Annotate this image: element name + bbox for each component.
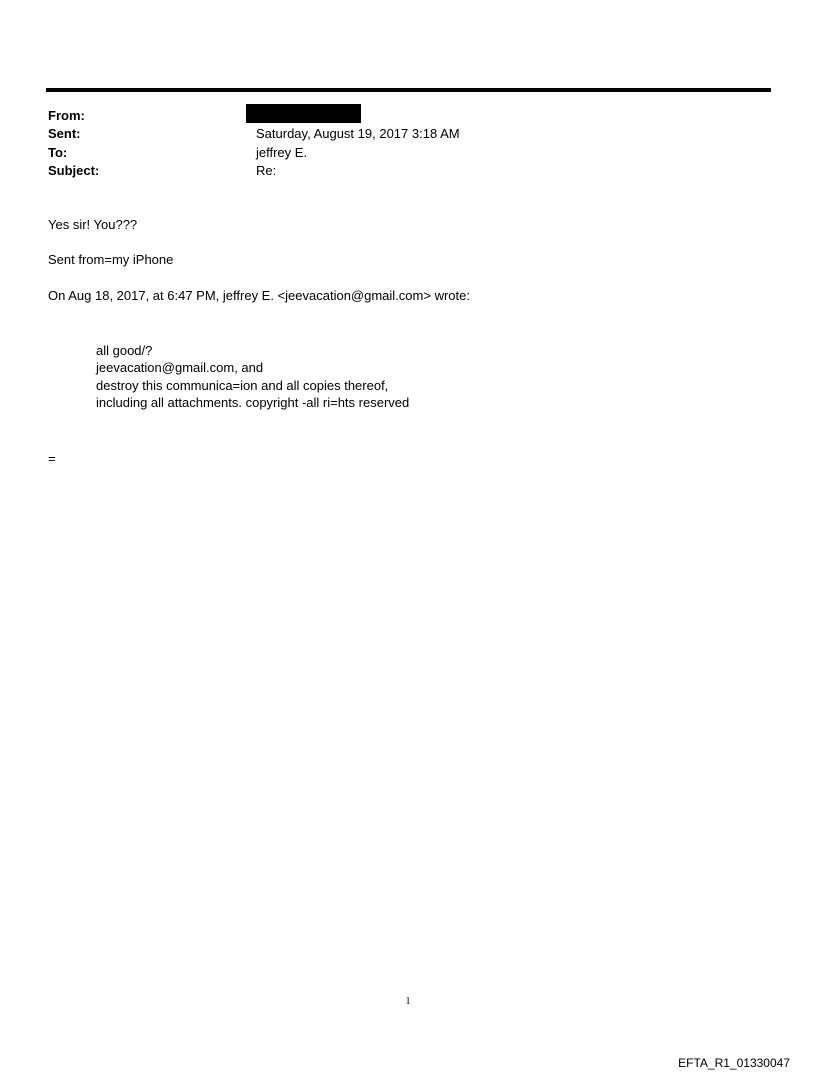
quoted-line: destroy this communica=ion and all copies thereof, bbox=[96, 378, 389, 393]
bates-number: EFTA_R1_01330047 bbox=[678, 1056, 790, 1070]
sent-label: Sent: bbox=[48, 126, 81, 141]
from-label: From: bbox=[48, 108, 85, 123]
quoted-line: all good/? bbox=[96, 343, 153, 358]
quoted-line: jeevacation@gmail.com, and bbox=[96, 360, 264, 375]
quoted-line: including all attachments. copyright -all ri=hts reserved bbox=[96, 395, 410, 410]
to-label: To: bbox=[48, 145, 68, 160]
redaction-block bbox=[246, 104, 361, 123]
header-divider bbox=[46, 88, 771, 92]
to-value: jeffrey E. bbox=[256, 145, 308, 160]
sent-value: Saturday, August 19, 2017 3:18 AM bbox=[256, 126, 460, 141]
to-row bbox=[48, 144, 748, 162]
signature-text: Sent from=my iPhone bbox=[48, 252, 174, 267]
subject-row bbox=[48, 162, 748, 180]
reply-text: Yes sir! You??? bbox=[48, 217, 138, 232]
sent-row bbox=[48, 125, 748, 143]
subject-value: Re: bbox=[256, 163, 277, 178]
subject-label: Subject: bbox=[48, 163, 100, 178]
page-number: 1 bbox=[405, 996, 411, 1007]
from-row bbox=[48, 107, 748, 125]
quote-attribution: On Aug 18, 2017, at 6:47 PM, jeffrey E. <jeevacation@gmail.com> wrote: bbox=[48, 288, 470, 303]
trailing-marker: = bbox=[48, 451, 56, 466]
